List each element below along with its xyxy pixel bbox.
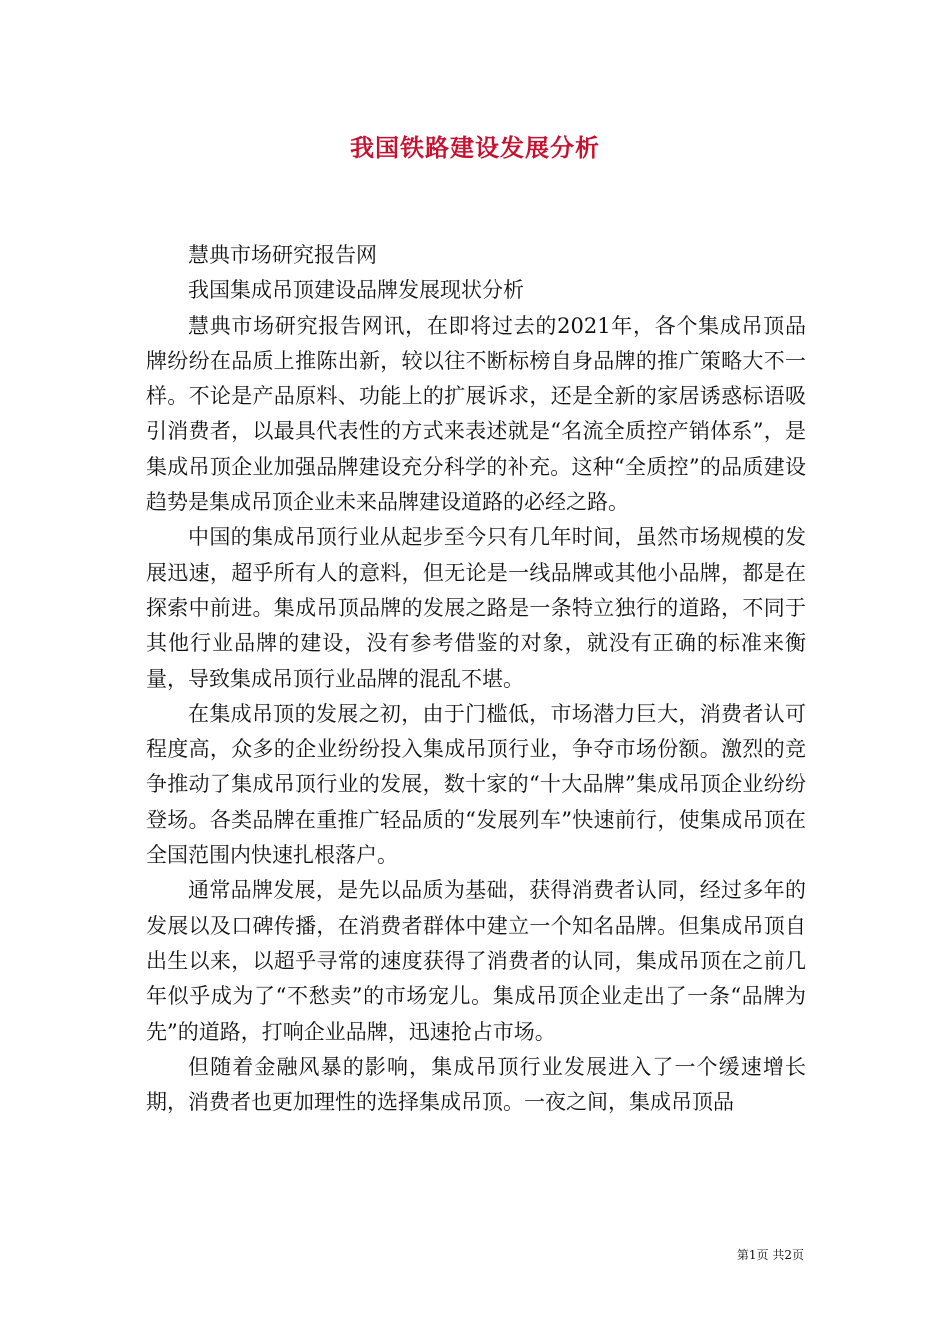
document-title: 我国铁路建设发展分析 xyxy=(350,133,600,162)
paragraph: 慧典市场研究报告网讯，在即将过去的2021年，各个集成吊顶品牌纷纷在品质上推陈出新，较以往不断标榜自身品牌的推广策略大不一样。不论是产品原料、功能上的扩展诉求，还是全新的家居诱惑标语吸引消费者，以最具代表性的方式来表述就是“名流全质控产销体系”，是集成吊顶企业加强品牌建设充分科学的补充。这种“全质控”的品质建设趋势是集成吊顶企业未来品牌建设道路的必经之路。 xyxy=(146,313,806,515)
page-number: 第1页 共2页 xyxy=(736,1248,804,1262)
paragraph: 但随着金融风暴的影响，集成吊顶行业发展进入了一个缓速增长期，消费者也更加理性的选择集成吊顶。一夜之间，集成吊顶品 xyxy=(146,1054,806,1115)
document-body xyxy=(146,238,806,1120)
paragraph: 通常品牌发展，是先以品质为基础，获得消费者认同，经过多年的发展以及口碑传播，在消费者群体中建立一个知名品牌。但集成吊顶自出生以来，以超乎寻常的速度获得了消费者的认同，集成吊顶在之前几年似乎成为了“不愁卖”的市场宠儿。集成吊顶企业走出了一条“品牌为先”的道路，打响企业品牌，迅速抢占市场。 xyxy=(146,878,806,1044)
paragraph: 中国的集成吊顶行业从起步至今只有几年时间，虽然市场规模的发展迅速，超乎所有人的意料，但无论是一线品牌或其他小品牌，都是在探索中前进。集成吊顶品牌的发展之路是一条特立独行的道路，不同于其他行业品牌的建设，没有参考借鉴的对象，就没有正确的标准来衡量，导致集成吊顶行业品牌的混乱不堪。 xyxy=(146,525,806,691)
subtitle-line: 我国集成吊顶建设品牌发展现状分析 xyxy=(188,278,524,303)
source-line: 慧典市场研究报告网 xyxy=(188,243,377,267)
paragraph: 在集成吊顶的发展之初，由于门槛低，市场潜力巨大，消费者认可程度高，众多的企业纷纷投入集成吊顶行业，争夺市场份额。激烈的竞争推动了集成吊顶行业的发展，数十家的“十大品牌”集成吊顶企业纷纷登场。各类品牌在重推广轻品质的“发展列车”快速前行，使集成吊顶在全国范围内快速扎根落户。 xyxy=(146,701,806,868)
